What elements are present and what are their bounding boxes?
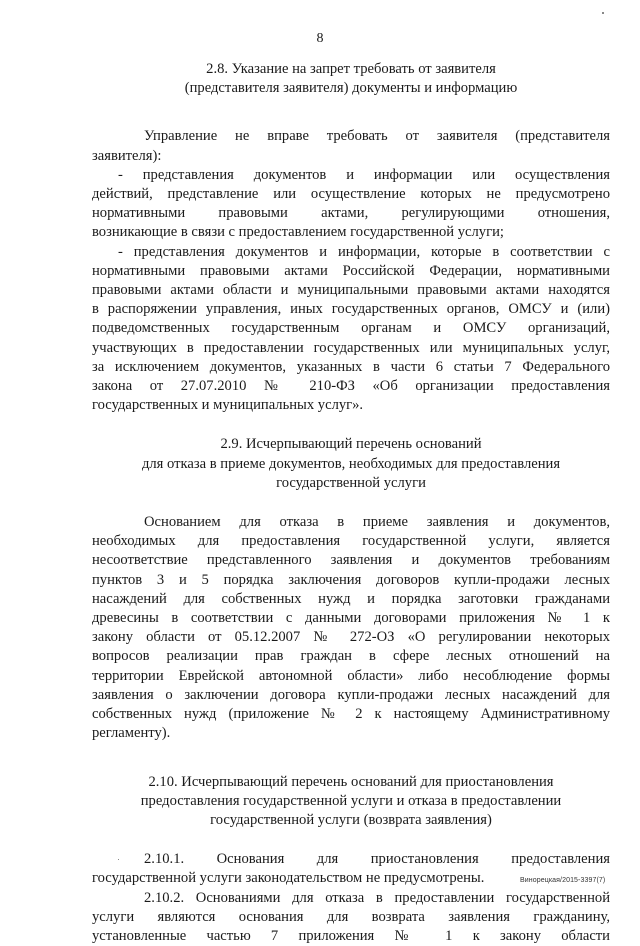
text-line: за исключением документов, указанных в части 6 статьи 7 Федерального [92, 358, 610, 375]
document-reference: Винорецкая/2015-3397(7) [520, 877, 606, 884]
text-line: участвующих в предоставлении государственных или муниципальных услуг, [92, 339, 610, 356]
text-line: закона от 27.07.2010 № 210-ФЗ «Об организации предоставления [92, 378, 610, 395]
document-body [92, 60, 610, 946]
text-line: пунктов 3 и 5 порядка заключения договоров купли-продажи лесных [92, 571, 610, 588]
heading-line: предоставления государственной услуги и отказа в предоставлении [140, 792, 562, 809]
text-line: нормативными правовыми актами, регулирующими отношения, [92, 205, 610, 222]
text-line: регламенту). [92, 725, 171, 742]
text-line: собственных нужд (приложение № 2 к настоящему Административному [92, 706, 610, 723]
text-line: заявления о заключении договора купли-продажи лесных насаждений для [92, 686, 610, 703]
text-line: территории Еврейской автономной области» либо несоблюдение формы [92, 667, 610, 684]
scan-speck [118, 859, 119, 860]
text-line: закону области от 05.12.2007 № 272-ОЗ «О регулировании некоторых [92, 629, 610, 646]
section-2-10-body [92, 850, 610, 946]
heading-line: 2.10. Исчерпывающий перечень оснований для приостановления [148, 773, 554, 790]
text-line: - представления документов и информации, которые в соответствии с [118, 243, 610, 260]
section-2-9-heading [92, 435, 610, 493]
text-line: 2.10.1. Основания для приостановления предоставления [144, 851, 610, 868]
text-line: заявителя): [92, 147, 162, 164]
text-line: - представления документов и информации или осуществления [118, 166, 610, 183]
text-line: вопросов реализации прав граждан в сфере лесных отношений на [92, 648, 610, 665]
text-line: услуги являются основания для возврата заявления гражданину, [92, 908, 610, 925]
text-line: действий, представление или осуществление которых не предусмотрено [92, 186, 610, 203]
text-line: нормативными правовыми актами Российской Федерации, нормативными [92, 262, 610, 279]
text-line: правовыми актами области и муниципальными правовыми актами находятся [92, 282, 610, 299]
heading-line: государственной услуги (возврата заявления) [210, 811, 492, 828]
text-line: подведомственных государственным органам и ОМСУ организаций, [92, 320, 610, 337]
text-line: государственных и муниципальных услуг». [92, 397, 364, 414]
text-line: древесины в соответствии с данными договорами приложения № 1 к [92, 610, 610, 627]
section-2-9-body [92, 513, 610, 743]
text-line: необходимых для предоставления государственной услуги, является [92, 533, 610, 550]
text-line: Управление не вправе требовать от заявителя (представителя [144, 128, 610, 145]
heading-line: для отказа в приеме документов, необходимых для предоставления [141, 455, 561, 472]
text-line: Основанием для отказа в приеме заявления и документов, [144, 514, 610, 531]
heading-line: государственной услуги [276, 474, 426, 491]
text-line: государственной услуги законодательством не предусмотрены. [92, 870, 485, 887]
heading-line: (представителя заявителя) документы и информацию [184, 80, 518, 97]
text-line: несоответствие представленного заявления и документов требованиям [92, 552, 610, 569]
scan-speck [602, 12, 604, 14]
heading-line: 2.8. Указание на запрет требовать от заявителя [206, 61, 496, 77]
page-number: 8 [316, 31, 324, 46]
text-line: установленные частью 7 приложения № 1 к закону области [92, 927, 610, 944]
section-2-8-body [92, 127, 610, 415]
section-2-10-heading [92, 773, 610, 831]
heading-line: 2.9. Исчерпывающий перечень оснований [220, 436, 482, 453]
text-line: насаждений для собственных нужд и порядка заготовки гражданами [92, 590, 610, 607]
section-2-8-heading [92, 60, 610, 98]
text-line: в распоряжении управления, иных государственных органов, ОМСУ и (или) [92, 301, 610, 318]
text-line: возникающие в связи с предоставлением государственной услуги; [92, 224, 504, 241]
text-line: 2.10.2. Основаниями для отказа в предоставлении государственной [144, 889, 610, 906]
